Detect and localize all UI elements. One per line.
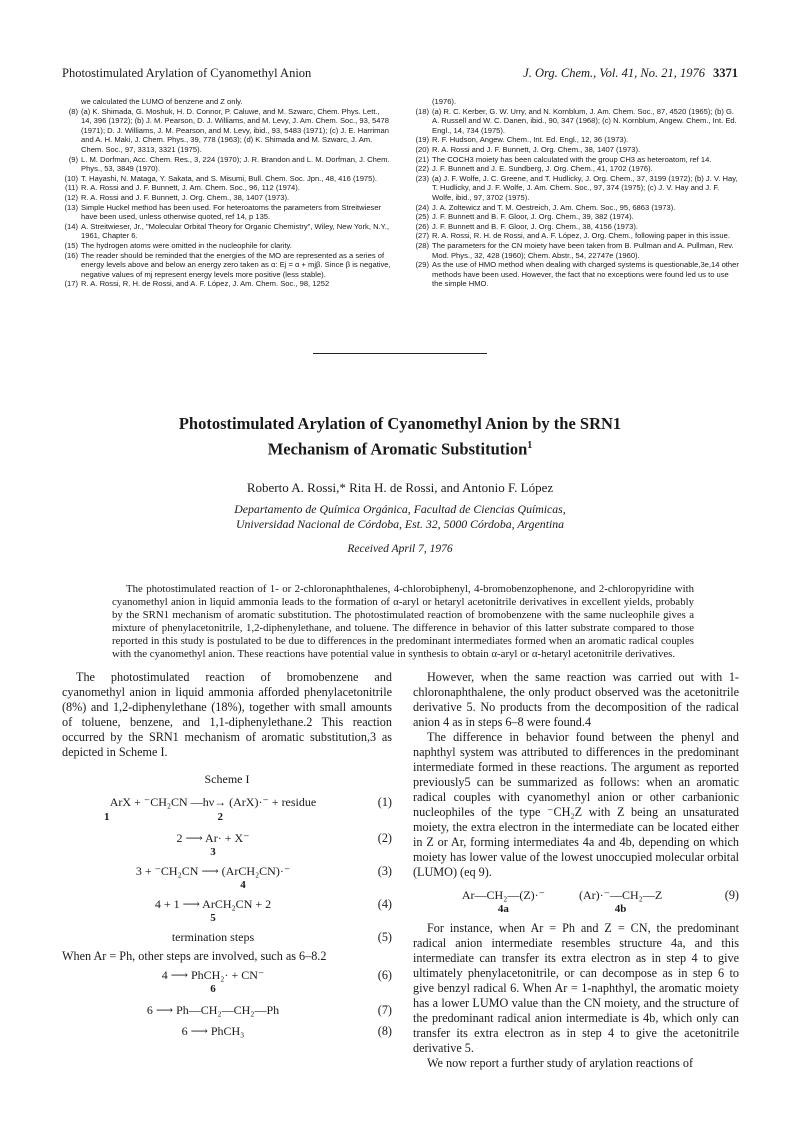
compound-label: 4b xyxy=(614,903,627,915)
reference-item xyxy=(62,251,392,280)
reference-text: The reader should be reminded that the energies of the MO are represented as a series of energy levels above and below an energy zero taken as α: Ej = α + mjβ. Since β is negative, negative values of mj represent energy levels more positive (less stable). xyxy=(81,250,391,279)
equation-7 xyxy=(62,1003,392,1018)
compound-label: 3 xyxy=(210,846,216,858)
reference-item xyxy=(413,231,739,241)
reference-number: (29) xyxy=(415,260,429,270)
reference-number: (9) xyxy=(68,154,78,164)
reference-item xyxy=(62,193,392,203)
journal-citation xyxy=(523,66,738,81)
affiliation xyxy=(100,502,700,532)
equation-text: 4 ⟶ PhCH₂· + CN⁻ xyxy=(161,968,265,982)
reference-text: L. M. Dorfman, Acc. Chem. Res., 3, 224 (1970); J. R. Brandon and L. M. Dorfman, J. Chem. Phys., 53, 3849 (1970). xyxy=(81,154,390,174)
reference-item xyxy=(413,97,739,107)
affiliation-line-2: Universidad Nacional de Córdoba, Est. 32, 5000 Córdoba, Argentina xyxy=(235,517,565,531)
running-header: Photostimulated Arylation of Cyanomethyl Anion xyxy=(62,66,312,80)
journal-name: J. Org. Chem., Vol. 41, No. 21, 1976 xyxy=(523,66,705,80)
reference-text: (a) K. Shimada, G. Moshuk, H. D. Connor, P. Caluwe, and M. Szwarc, Chem. Phys. Lett., 14, 396 (1972); (b) J. M. Pearson, D. J. Williams, and M. Levy, J. Am. Chem. Soc., 93, 5478 (1971); D. J. Williams, J. M. Pearson, and M. Levy, ibid., 93, 5483 (1971); (c) J. E. Harriman and A. H. Maki, J. Chem. Phys., 39, 778 (1963); (d) K. Shimada and M. Szwarc, J. Am. Chem. Soc., 97, 3313, 3321 (1975). xyxy=(81,106,389,154)
reference-text: R. A. Rossi and J. F. Bunnett, J. Org. Chem., 38, 1407 (1973). xyxy=(81,192,290,202)
compound-label: 2 xyxy=(217,811,223,823)
body-column-right xyxy=(413,670,739,1071)
reference-text: we calculated the LUMO of benzene and Z only. xyxy=(81,97,243,106)
reference-text: The hydrogen atoms were omitted in the nucleophile for clarity. xyxy=(81,240,292,250)
reference-number: (26) xyxy=(415,221,429,231)
reference-text: T. Hayashi, N. Mataga, Y. Sakata, and S. Misumi, Bull. Chem. Soc. Jpn., 48, 416 (1975). xyxy=(81,173,378,183)
reference-text: (1976). xyxy=(432,97,457,106)
equation-text: ArX + ⁻CH₂CN —hν→ (ArX)·⁻ + residue xyxy=(109,795,317,809)
equation-text: 3 + ⁻CH₂CN ⟶ (ArCH₂CN)·⁻ xyxy=(135,864,291,878)
page-number: 3371 xyxy=(713,66,738,80)
equation-2 xyxy=(62,831,392,858)
paragraph: The difference in behavior found between the phenyl and naphthyl system was attributed to differences in the predominant intermediate formed in these reactions. The argument as reported previously5 can be summarized as follows: when an aromatic radical couples with cyanomethyl anion or other carbanionic nucleophiles of the type ⁻CH₂Z with Z being an unsaturated moiety, the extra electron in the intermediate can be located either in Z or Ar, forming intermediates 4a and 4b, depending on which moiety has lower value of the lowest unoccupied molecular orbital (LUMO) (eq 9). xyxy=(413,730,739,879)
reference-item xyxy=(62,174,392,184)
reference-number: (10) xyxy=(64,173,78,183)
affiliation-line-1: Departamento de Química Orgánica, Facultad de Ciencias Químicas, xyxy=(234,502,566,516)
reference-number: (8) xyxy=(68,106,78,116)
reference-text: R. A. Rossi, R. H. de Rossi, and A. F. López, J. Org. Chem., following paper in this issue. xyxy=(432,231,730,241)
reference-item xyxy=(413,155,739,165)
reference-text: R. A. Rossi and J. F. Bunnett, J. Am. Chem. Soc., 96, 112 (1974). xyxy=(81,183,300,193)
equation-number: (1) xyxy=(377,795,392,809)
equation-text: 2 ⟶ Ar· + X⁻ xyxy=(176,831,250,845)
compound-label: 1 xyxy=(104,811,110,823)
compound-label: 5 xyxy=(210,912,216,924)
reference-text: R. A. Rossi and J. F. Bunnett, J. Org. Chem., 38, 1407 (1973). xyxy=(432,144,641,154)
reference-number: (21) xyxy=(415,154,429,164)
reference-item xyxy=(62,155,392,174)
equation-number: (9) xyxy=(724,888,739,902)
reference-item xyxy=(62,203,392,222)
equation-number: (6) xyxy=(377,968,392,982)
reference-text: The parameters for the CN moiety have been taken from B. Pullman and A. Pullman, Rev. Mod. Phys., 32, 428 (1960); Chem. Abstr., 54, 22747e (1960). xyxy=(432,240,734,260)
equation-text: 6 ⟶ PhCH₃ xyxy=(181,1024,245,1038)
reference-text: J. F. Bunnett and J. E. Sundberg, J. Org. Chem., 41, 1702 (1976). xyxy=(432,164,653,174)
reference-number: (22) xyxy=(415,164,429,174)
equation-text: termination steps xyxy=(171,930,255,944)
reference-item xyxy=(62,222,392,241)
body-column-left xyxy=(62,670,392,1039)
reference-number: (17) xyxy=(64,279,78,289)
abstract: The photostimulated reaction of 1- or 2-chloronaphthalenes, 4-chlorobiphenyl, 4-bromobenzophenone, and 2-chloropyridine with cyanomethyl anion in liquid ammonia leads to the formation of α-aryl or hetaryl acetonitrile derivatives in excellent yields, probably by the SRN1 mechanism of aromatic substitution. The photostimulated reaction of bromobenzene with the same nucleophile gives a mixture of phenylacetonitrile, 1,2-diphenylethane, and toluene. The difference in behavior of this latter substrate compared to those reported in this study is postulated to be due to differences in the predominant intermediates formed when an aromatic radical couples with the cyanomethyl anion. These reactions have potential value in synthesis to obtain α-aryl or α-hetaryl acetonitrile derivatives. xyxy=(112,582,694,661)
reference-number: (13) xyxy=(64,202,78,212)
paragraph: We now report a further study of arylation reactions of xyxy=(427,1056,694,1070)
reference-number xyxy=(413,97,432,107)
reference-item xyxy=(413,203,739,213)
equation-3 xyxy=(62,864,392,891)
reference-item xyxy=(62,107,392,155)
received-date: Received April 7, 1976 xyxy=(347,543,453,555)
equation-number: (7) xyxy=(377,1003,392,1017)
reference-item xyxy=(413,260,739,289)
equation-number: (2) xyxy=(377,831,392,845)
paragraph: When Ar = Ph, other steps are involved, such as 6–8.2 xyxy=(62,949,327,963)
reference-text: J. A. Zoltewicz and T. M. Oestreich, J. Am. Chem. Soc., 95, 6863 (1973). xyxy=(432,202,676,212)
reference-item xyxy=(413,241,739,260)
references-right xyxy=(413,97,739,289)
reference-number: (28) xyxy=(415,240,429,250)
reference-item xyxy=(62,241,392,251)
reference-text: The COCH3 moiety has been calculated with the group CH3 as heteroatom, ref 14. xyxy=(432,154,712,164)
reference-text: (a) J. F. Wolfe, J. C. Greene, and T. Hudlicky, J. Org. Chem., 37, 3199 (1972); (b) J. V. Hay, T. Hudlicky, and J. F. Wolfe, J. Am. Chem. Soc., 97, 374 (1975); (c) J. V. Hay and J. F. Wolfe, ibid., 97, 3702 (1975). xyxy=(432,173,738,202)
reference-text: A. Streitwieser, Jr., "Molecular Orbital Theory for Organic Chemistry", Wiley, New York, N.Y., 1961, Chapter 6. xyxy=(81,221,389,241)
reference-number: (16) xyxy=(64,250,78,260)
compound-label: 4a xyxy=(497,903,509,915)
title-line-2: Mechanism of Aromatic Substitution xyxy=(267,439,528,459)
reference-item xyxy=(62,97,392,107)
reference-number: (27) xyxy=(415,231,429,241)
authors: Roberto A. Rossi,* Rita H. de Rossi, and Antonio F. López xyxy=(246,480,554,495)
reference-text: R. F. Hudson, Angew. Chem., Int. Ed. Engl., 12, 36 (1973). xyxy=(432,135,629,145)
equation-number: (8) xyxy=(377,1024,392,1038)
scheme-title: Scheme I xyxy=(204,772,250,786)
title-footnote: 1 xyxy=(527,440,533,451)
compound-label: 6 xyxy=(210,983,216,995)
reference-text: J. F. Bunnett and B. F. Gloor, J. Org. Chem., 39, 382 (1974). xyxy=(432,212,634,222)
equation-number: (3) xyxy=(377,864,392,878)
reference-number: (15) xyxy=(64,240,78,250)
reference-text: As the use of HMO method when dealing with charged systems is questionable,3e,14 other methods have been used. However, the fact that no exceptions were found led us to use the simple HMO. xyxy=(432,260,739,289)
equation-number: (4) xyxy=(377,897,392,911)
reference-number: (12) xyxy=(64,192,78,202)
reference-text: R. A. Rossi, R. H. de Rossi, and A. F. López, J. Am. Chem. Soc., 98, 1252 xyxy=(81,279,330,289)
paragraph: However, when the same reaction was carried out with 1-chloronaphthalene, the only product observed was the acetonitrile derivative 5. No products from the decomposition of the radical anion 4 as in steps 6–8 were found.4 xyxy=(413,670,739,729)
reference-item xyxy=(413,145,739,155)
equation-text: 6 ⟶ Ph—CH₂—CH₂—Ph xyxy=(146,1003,280,1017)
compound-label: 4 xyxy=(240,879,246,891)
reference-number: (14) xyxy=(64,221,78,231)
reference-item xyxy=(413,135,739,145)
equation-4 xyxy=(62,897,392,924)
reference-number: (19) xyxy=(415,135,429,145)
section-divider xyxy=(313,353,487,354)
equation-text: Ar—CH₂—(Z)·⁻ xyxy=(461,888,545,902)
equation-5 xyxy=(62,930,392,945)
article-title xyxy=(100,413,700,461)
title-line-1: Photostimulated Arylation of Cyanomethyl Anion by the SRN1 xyxy=(178,414,622,433)
references-left xyxy=(62,97,392,289)
reference-number: (25) xyxy=(415,212,429,222)
reference-item xyxy=(413,212,739,222)
reference-item xyxy=(413,164,739,174)
reference-item xyxy=(62,279,392,289)
reference-number: (20) xyxy=(415,144,429,154)
reference-number xyxy=(62,97,81,107)
reference-text: (a) R. C. Kerber, G. W. Urry, and N. Kornblum, J. Am. Chem. Soc., 87, 4520 (1965); (b) G. A. Russell and W. C. Danen, ibid., 90, 347 (1968); (c) N. Kornblum, Angew. Chem., Int. Ed. Engl., 14, 734 (1975). xyxy=(432,106,737,135)
reference-item xyxy=(413,222,739,232)
equation-number: (5) xyxy=(377,930,392,944)
reference-text: J. F. Bunnett and B. F. Gloor, J. Org. Chem., 38, 4156 (1973). xyxy=(432,221,638,231)
equation-text: 4 + 1 ⟶ ArCH₂CN + 2 xyxy=(154,897,272,911)
reference-number: (18) xyxy=(415,106,429,116)
paragraph: For instance, when Ar = Ph and Z = CN, the predominant radical anion intermediate resembles structure 4a, and this intermediate can transfer its extra electron as in step 4 to give ultimately phenylacetonitrile, or can decompose as in step 6 to give benzyl radical 6. When Ar = 1-naphthyl, the aromatic moiety has a lower LUMO value than the CN moiety, and the structure of the predominant radical anion intermediate is 4b, which only can transfer its extra electron as in step 4 to give the acetonitrile derivative 5. xyxy=(413,921,739,1055)
equation-text: (Ar)·⁻—CH₂—Z xyxy=(579,888,663,902)
reference-number: (24) xyxy=(415,202,429,212)
reference-item xyxy=(62,183,392,193)
equation-1 xyxy=(62,795,392,825)
equation-8 xyxy=(62,1024,392,1039)
reference-text: Simple Huckel method has been used. For heteroatoms the parameters from Streitwieser have been used, unless otherwise quoted, ref 14, p 135. xyxy=(81,202,382,222)
reference-number: (23) xyxy=(415,173,429,183)
equation-6 xyxy=(62,968,392,995)
reference-number: (11) xyxy=(65,183,78,193)
reference-item xyxy=(413,174,739,203)
reference-item xyxy=(413,107,739,136)
paragraph: The photostimulated reaction of bromobenzene and cyanomethyl anion in liquid ammonia afforded phenylacetonitrile (8%) and 1,2-diphenylethane (18%), together with small amounts of toluene, benzene, and 1,1-diphenylethane.2 This reaction occurred by the SRN1 mechanism of aromatic substitution,3 as depicted in Scheme I. xyxy=(62,670,392,759)
equation-9 xyxy=(413,888,739,915)
